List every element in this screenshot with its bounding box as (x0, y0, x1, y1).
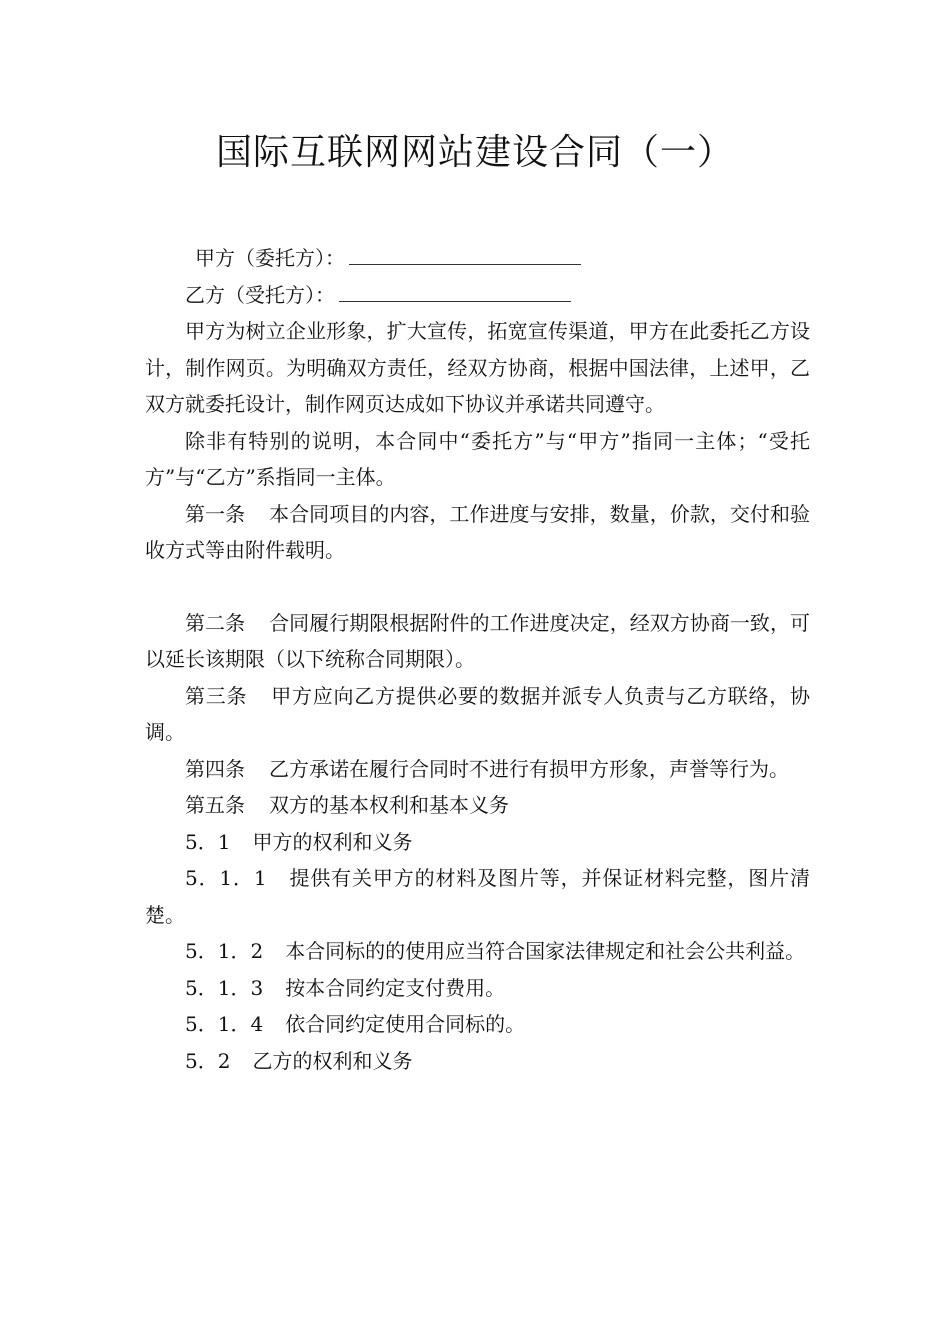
article-text: 本合同项目的内容，工作进度与安排，数量，价款，交付和验收方式等由附件载明。 (145, 501, 811, 562)
section-5-1-3 (145, 970, 810, 1007)
section-5-1-4 (145, 1006, 810, 1043)
article-3 (145, 678, 810, 751)
article-number: 第五条 (185, 793, 245, 817)
party-b-blank (339, 281, 571, 302)
definitions-paragraph: 除非有特别的说明，本合同中“委托方”与“甲方”指同一主体；“受托方”与“乙方”系指同一主体。 (145, 428, 810, 489)
section-number: 5．1．1 (185, 866, 267, 890)
article-2 (145, 605, 810, 678)
section-number: 5．1．3 (185, 975, 264, 1000)
article-number: 第四条 (185, 756, 245, 781)
article-number: 第二条 (185, 610, 246, 635)
section-number: 5．1 (185, 829, 231, 854)
article-5 (145, 787, 810, 824)
section-number: 5．1．4 (185, 1012, 264, 1036)
article-number: 第三条 (185, 683, 248, 708)
article-number: 第一条 (185, 501, 246, 526)
section-5-1 (145, 824, 810, 861)
section-text: 甲方的权利和义务 (252, 829, 413, 854)
article-1 (145, 496, 810, 569)
section-5-2 (145, 1043, 810, 1080)
section-5-1-2 (145, 933, 810, 970)
section-text: 本合同标的的使用应当符合国家法律规定和社会公共利益。 (285, 939, 806, 963)
article-text: 乙方承诺在履行合同时不进行有损甲方形象，声誉等行为。 (269, 756, 789, 781)
party-b-label: 乙方（受托方）： (185, 282, 335, 307)
section-text: 按本合同约定支付费用。 (285, 975, 506, 1000)
party-a-label: 甲方（委托方）： (195, 246, 345, 270)
section-number: 5．1．2 (185, 939, 264, 963)
section-text: 提供有关甲方的材料及图片等，并保证材料完整，图片清楚。 (145, 866, 810, 927)
section-text: 乙方的权利和义务 (252, 1048, 413, 1073)
document-title: 国际互联网网站建设合同（一） (215, 132, 734, 173)
article-text: 合同履行期限根据附件的工作进度决定，经双方协商一致，可以延长该期限（以下统称合同期限）。 (145, 610, 811, 671)
party-a-line (145, 240, 810, 277)
section-number: 5．2 (185, 1048, 231, 1073)
party-b-line (145, 277, 810, 314)
article-text: 双方的基本权利和基本义务 (269, 793, 509, 817)
article-text: 甲方应向乙方提供必要的数据并派专人负责与乙方联络，协调。 (145, 683, 810, 744)
party-a-blank (349, 244, 581, 265)
blank-line (145, 569, 810, 605)
preamble-paragraph: 甲方为树立企业形象，扩大宣传，拓宽宣传渠道，甲方在此委托乙方设计，制作网页。为明确双方责任，经双方协商，根据中国法律，上述甲，乙双方就委托设计，制作网页达成如下协议并承诺共同遵守。 (145, 319, 810, 416)
article-4 (145, 751, 810, 788)
document-body (145, 240, 810, 1079)
section-text: 依合同约定使用合同标的。 (285, 1012, 526, 1036)
section-5-1-1 (145, 860, 810, 933)
